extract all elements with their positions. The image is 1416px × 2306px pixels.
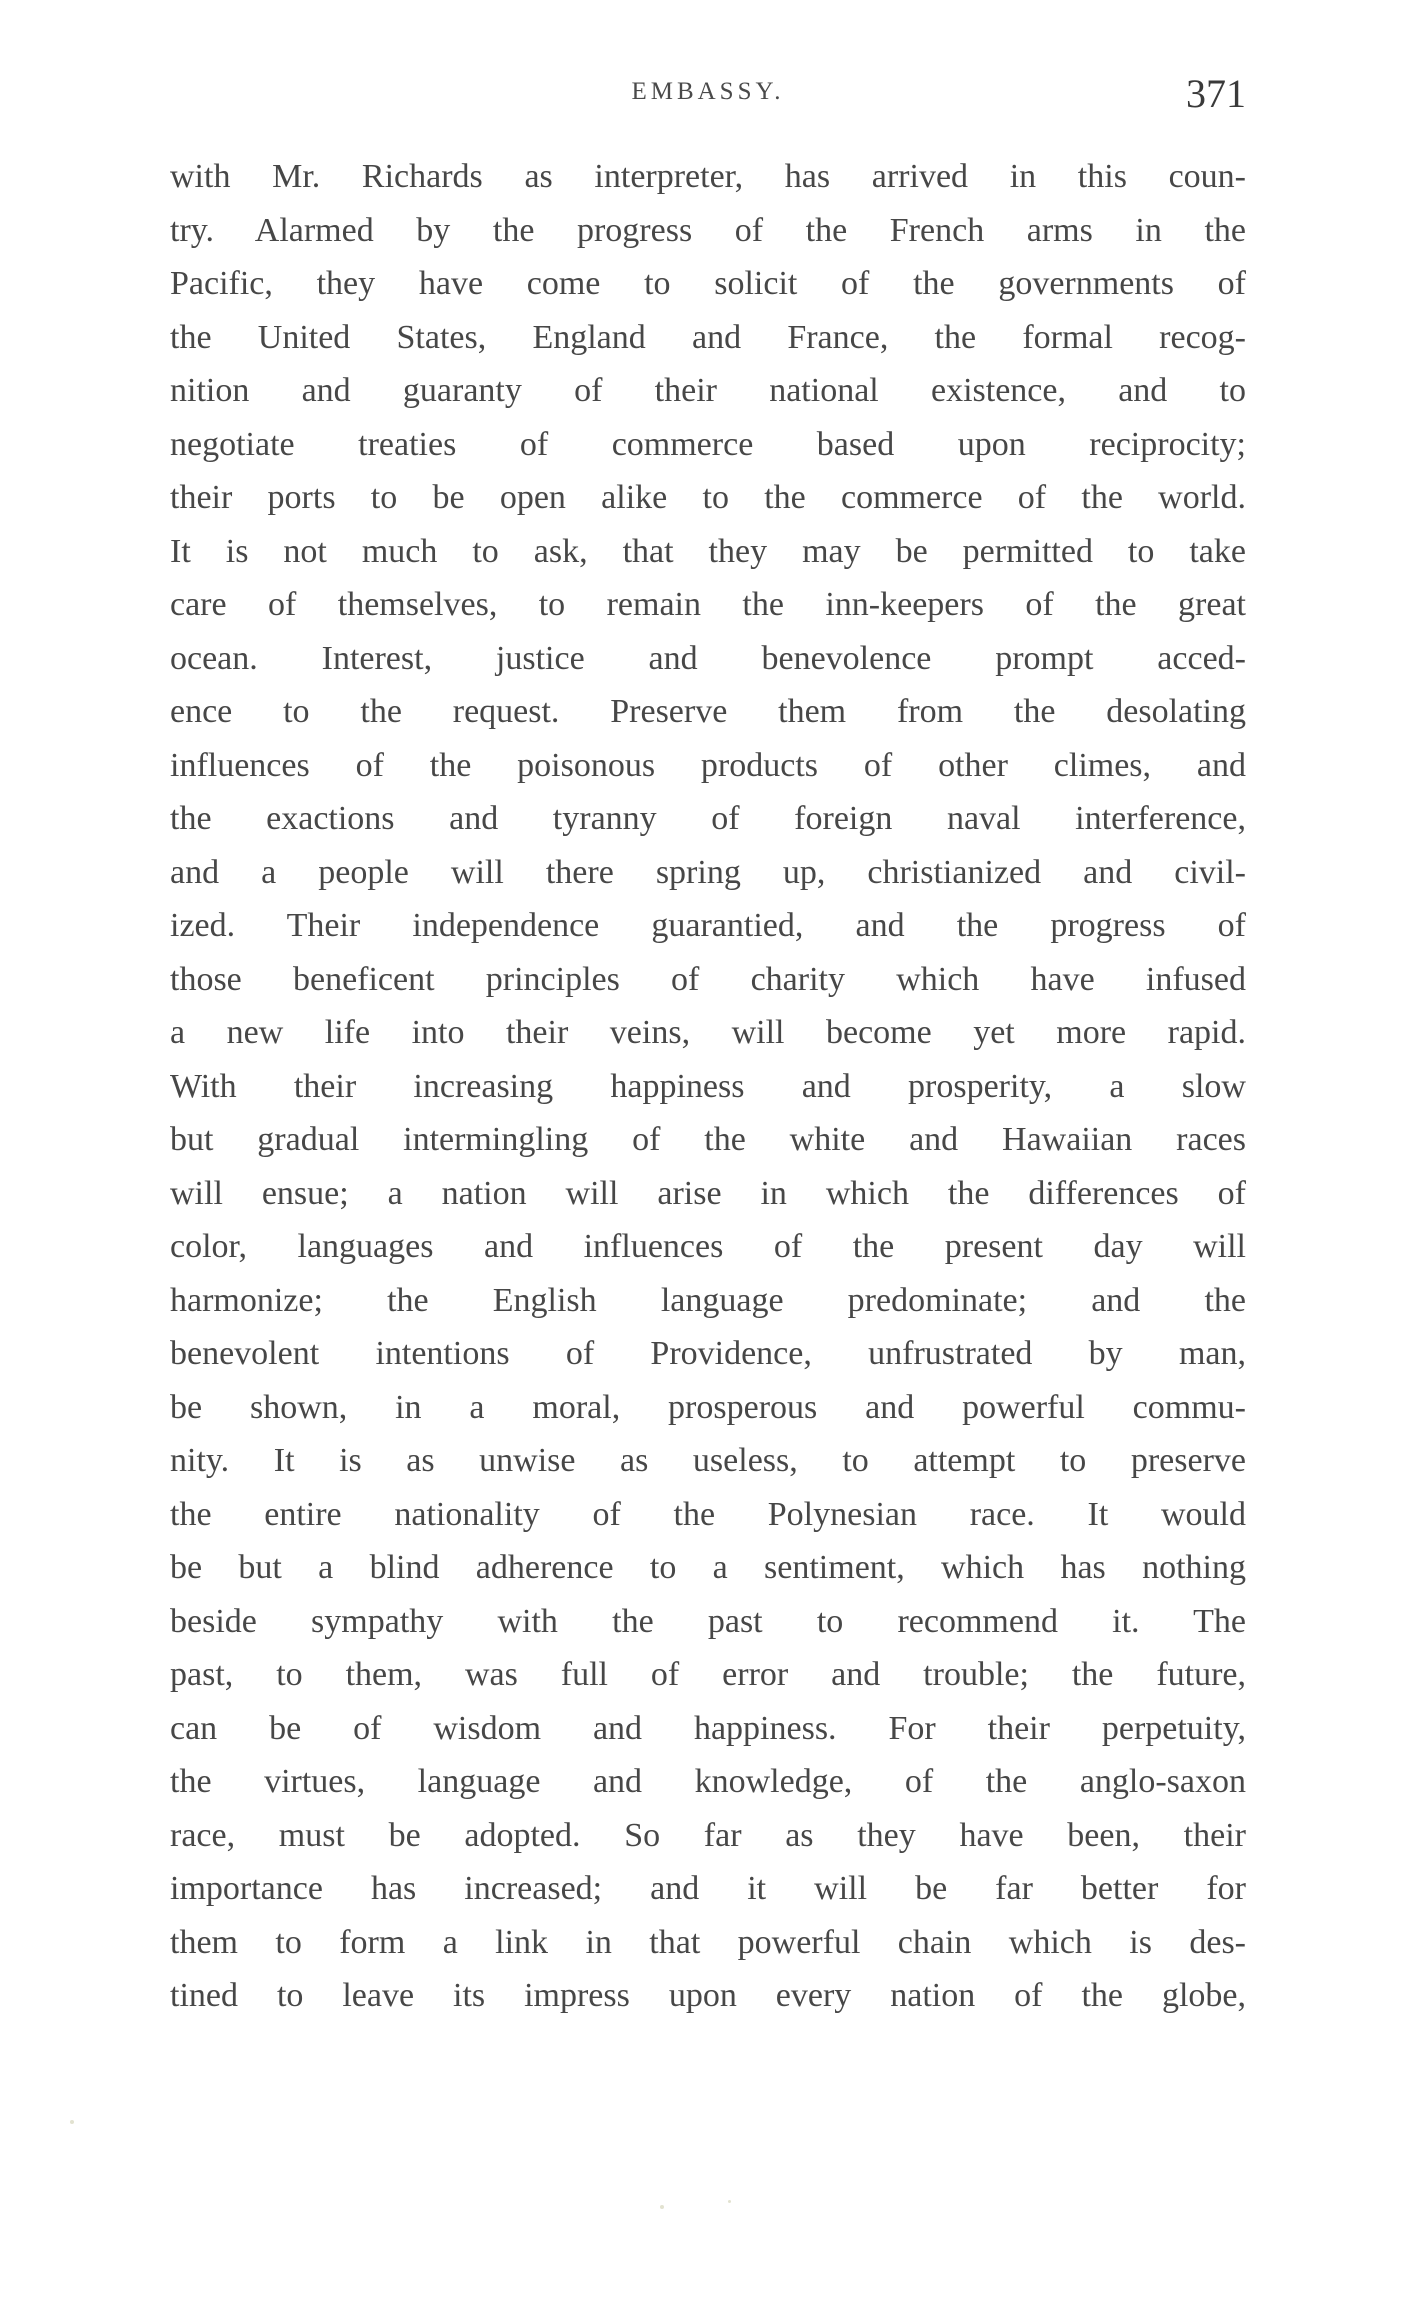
text-line: ized. Their independence guarantied, and the progress of	[170, 907, 1246, 944]
text-line: will ensue; a nation will arise in which the differences of	[170, 1174, 1246, 1212]
text-line: with Mr. Richards as interpreter, has arrived in this coun-	[170, 158, 1246, 195]
text-line: influences of the poisonous products of other climes, and	[170, 746, 1246, 784]
text-line: tined to leave its impress upon every nation of the globe,	[170, 1977, 1246, 2014]
page-number: 371	[1186, 71, 1246, 116]
text-line: importance has increased; and it will be far better for	[170, 1870, 1246, 1907]
text-line: benevolent intentions of Providence, unfrustrated by man,	[170, 1335, 1246, 1372]
text-line: care of themselves, to remain the inn-keepers of the great	[170, 586, 1246, 623]
text-line: be but a blind adherence to a sentiment, which has nothing	[170, 1549, 1246, 1586]
text-line: them to form a link in that powerful chain which is des-	[170, 1923, 1246, 1961]
text-line: the entire nationality of the Polynesian race. It would	[170, 1495, 1246, 1533]
text-line: and a people will there spring up, christianized and civil-	[170, 853, 1246, 891]
text-line: past, to them, was full of error and trouble; the future,	[170, 1656, 1246, 1693]
paper-speck	[660, 2205, 664, 2209]
text-line: can be of wisdom and happiness. For their perpetuity,	[170, 1709, 1246, 1747]
paper-speck	[728, 2200, 731, 2203]
text-line: harmonize; the English language predominate; and the	[170, 1281, 1246, 1319]
text-line: negotiate treaties of commerce based upon reciprocity;	[170, 425, 1246, 463]
running-header	[170, 70, 1246, 130]
text-line: nity. It is as unwise as useless, to attempt to preserve	[170, 1442, 1246, 1479]
text-line: those beneficent principles of charity which have infused	[170, 960, 1246, 998]
body-text	[170, 150, 1246, 2023]
chapter-title: EMBASSY.	[631, 78, 785, 105]
text-line: ence to the request. Preserve them from the desolating	[170, 693, 1246, 730]
text-line: a new life into their veins, will become yet more rapid.	[170, 1014, 1246, 1051]
paper-speck	[70, 2120, 74, 2124]
text-line: beside sympathy with the past to recommend it. The	[170, 1602, 1246, 1640]
text-line: be shown, in a moral, prosperous and powerful commu-	[170, 1388, 1246, 1426]
text-line: color, languages and influences of the present day will	[170, 1228, 1246, 1265]
text-line: ocean. Interest, justice and benevolence prompt acced-	[170, 639, 1246, 677]
text-line: the virtues, language and knowledge, of the anglo-saxon	[170, 1763, 1246, 1800]
text-line: race, must be adopted. So far as they have been, their	[170, 1816, 1246, 1854]
text-line: With their increasing happiness and prosperity, a slow	[170, 1067, 1246, 1105]
text-line: their ports to be open alike to the commerce of the world.	[170, 479, 1246, 516]
text-line: but gradual intermingling of the white and Hawaiian races	[170, 1121, 1246, 1158]
text-line: try. Alarmed by the progress of the French arms in the	[170, 211, 1246, 249]
text-line: nition and guaranty of their national existence, and to	[170, 372, 1246, 409]
text-line: the United States, England and France, the formal recog-	[170, 318, 1246, 356]
text-line: Pacific, they have come to solicit of the governments of	[170, 265, 1246, 302]
text-line: It is not much to ask, that they may be permitted to take	[170, 532, 1246, 570]
text-line: the exactions and tyranny of foreign naval interference,	[170, 800, 1246, 837]
